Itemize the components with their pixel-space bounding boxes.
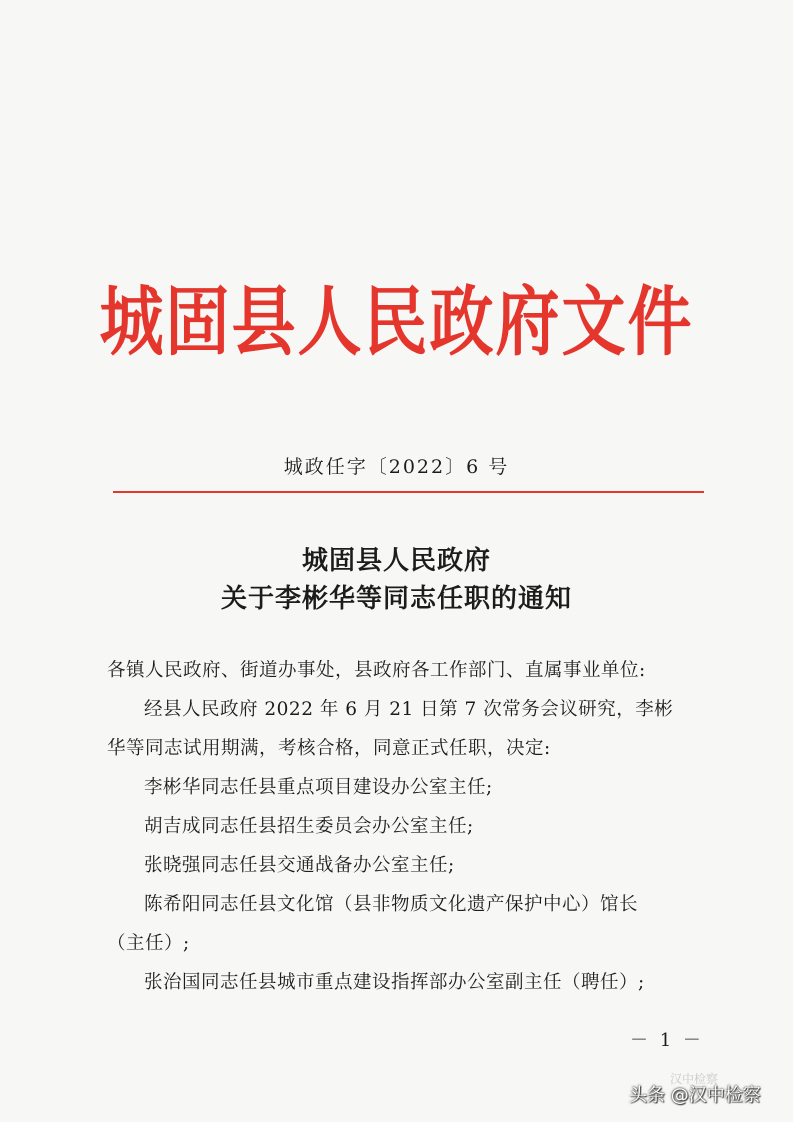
appointment-item-continuation: （主任）;	[107, 933, 190, 954]
paragraph-line: 经县人民政府 2022 年 6 月 21 日第 7 次常务会议研究，李彬	[144, 699, 674, 720]
document-number: 城政任字〔2022〕6 号	[283, 456, 510, 478]
appointment-item: 李彬华同志任县重点项目建设办公室主任;	[144, 777, 493, 798]
notice-title-line-1: 城固县人民政府	[301, 546, 491, 576]
source-watermark: 头条 @汉中检察	[629, 1085, 761, 1106]
paragraph-line: 华等同志试用期满，考核合格，同意正式任职，决定:	[107, 738, 551, 759]
notice-body	[107, 651, 707, 1002]
appointment-item: 张治国同志任县城市重点建设指挥部办公室副主任（聘任）;	[144, 972, 645, 993]
appointment-item: 陈希阳同志任县文化馆（县非物质文化遗产保护中心）馆长	[144, 894, 639, 915]
masthead-title: 城固县人民政府文件	[99, 279, 694, 367]
red-divider-line	[113, 491, 704, 493]
salutation: 各镇人民政府、街道办事处，县政府各工作部门、直属事业单位:	[107, 660, 646, 681]
page-number: － 1 －	[630, 1030, 704, 1051]
appointment-item: 胡吉成同志任县招生委员会办公室主任;	[144, 816, 474, 837]
appointment-item: 张晓强同志任县交通战备办公室主任;	[144, 855, 455, 876]
faint-watermark: 汉中检察	[670, 1072, 719, 1086]
notice-title-line-2: 关于李彬华等同志任职的通知	[220, 584, 572, 614]
